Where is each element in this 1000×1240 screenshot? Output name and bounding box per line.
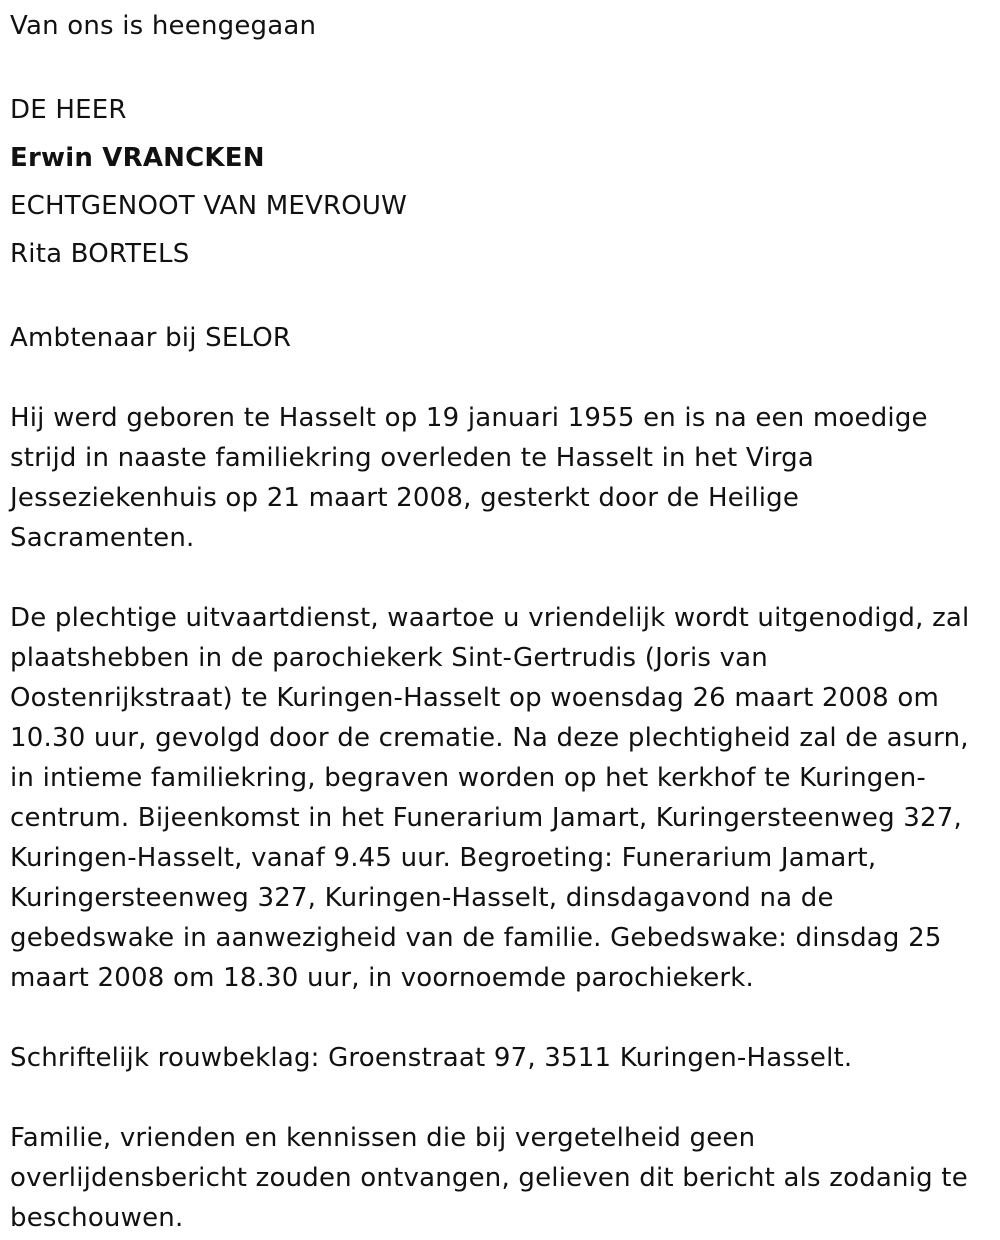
deceased-name: Erwin VRANCKEN [10,143,265,173]
name-block [10,86,990,278]
intro-text: Van ons is heengegaan [10,11,317,41]
occupation-text: Ambtenaar bij SELOR [10,323,292,353]
condolences-paragraph: Schriftelijk rouwbeklag: Groenstraat 97, 3511 Kuringen-Hasselt. [10,1043,853,1073]
funeral-paragraph: De plechtige uitvaartdienst, waartoe u vriendelijk wordt uitgenodigd, zal plaatshebben in de parochiekerk Sint-Gertrudis (Joris van Oostenrijkstraat) te Kuringen-Hasselt op woensdag 26 maart 2008 om 10.30 uur, gevolgd door de crematie. Na deze plechtigheid zal de asurn, in intieme familiekring, begraven worden op het kerkhof te Kuringen-centrum. Bijeenkomst in het Funerarium Jamart, Kuringersteenweg 327, Kuringen-Hasselt, vanaf 9.45 uur. Begroeting: Funerarium Jamart, Kuringersteenweg 327, Kuringen-Hasselt, dinsdagavond na de gebedswake in aanwezigheid van de familie. Gebedswake: dinsdag 25 maart 2008 om 18.30 uur, in voornoemde parochiekerk. [10,603,970,993]
closing-paragraph: Familie, vrienden en kennissen die bij vergetelheid geen overlijdensbericht zouden ontvangen, gelieven dit bericht als zodanig te beschouwen. [10,1123,968,1233]
spouse-name: Rita BORTELS [10,239,190,269]
honorific-title: DE HEER [10,95,127,125]
birth-death-paragraph: Hij werd geboren te Hasselt op 19 januari 1955 en is na een moedige strijd in naaste familiekring overleden te Hasselt in het Virga Jesseziekenhuis op 21 maart 2008, gesterkt door de Heilige Sacramenten. [10,403,928,553]
relation-text: ECHTGENOOT VAN MEVROUW [10,191,408,221]
obituary-notice [10,6,990,1238]
